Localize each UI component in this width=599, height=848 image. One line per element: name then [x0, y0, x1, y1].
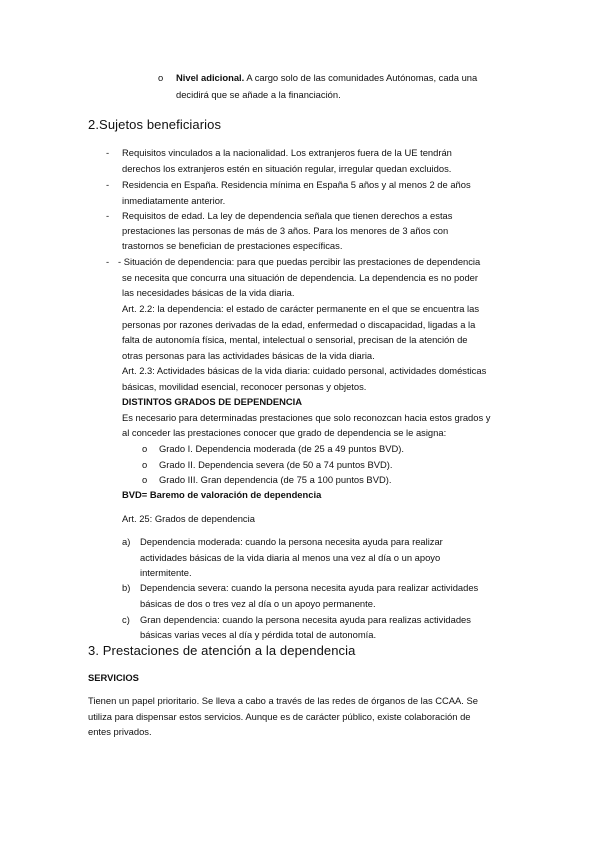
list-letter: b): [122, 582, 131, 593]
list-letter: c): [122, 614, 130, 625]
art-2-2-line-1: Art. 2.2: la dependencia: el estado de carácter permanente en el que se encuentra las: [122, 303, 480, 314]
list-bullet: o: [142, 474, 148, 485]
bvd-definition: BVD= Baremo de valoración de dependencia: [122, 489, 322, 500]
grados-heading: DISTINTOS GRADOS DE DEPENDENCIA: [122, 396, 303, 407]
grados-intro-line-2: al conceder las prestaciones conocer que grado de dependencia se le asigna:: [122, 427, 447, 438]
requisito-nacionalidad-line-2: derechos los extranjeros estén en situación regular, irregular quedan excluidos.: [122, 163, 452, 174]
requisito-edad-line-3: trastornos se benefician de prestaciones específicas.: [122, 240, 343, 251]
dash-marker: -: [106, 147, 110, 158]
list-bullet: o: [142, 459, 148, 470]
dependencia-severa-line-1: Dependencia severa: cuando la persona necesita ayuda para realizar actividades: [140, 582, 479, 593]
section-3-title: 3. Prestaciones de atención a la dependencia: [88, 643, 356, 658]
requisito-residencia-line-1: Residencia en España. Residencia mínima en España 5 años y al menos 2 de años: [122, 179, 471, 190]
nivel-adicional-line-1: [176, 70, 477, 85]
requisito-nacionalidad-line-1: Requisitos vinculados a la nacionalidad. Los extranjeros fuera de la UE tendrán: [122, 147, 452, 158]
nivel-adicional-line-2: decidirá que se añade a la financiación.: [176, 89, 341, 100]
grados-intro-line-1: Es necesario para determinadas prestaciones que solo reconozcan hacia estos grados y: [122, 412, 491, 423]
art-2-3-line-2: básicas, movilidad esencial, reconocer personas y objetos.: [122, 381, 367, 392]
grado-1: Grado I. Dependencia moderada (de 25 a 49 puntos BVD).: [159, 443, 404, 454]
dependencia-moderada-line-3: intermitente.: [140, 567, 192, 578]
dash-marker: -: [106, 179, 110, 190]
dependencia-severa-line-2: básicas de dos o tres vez al día o un apoyo permanente.: [140, 598, 376, 609]
art-25: Art. 25: Grados de dependencia: [122, 513, 255, 524]
situacion-dependencia-line-2: se necesita que concurra una situación de dependencia. La dependencia es no poder: [122, 272, 478, 283]
requisito-edad-line-1: Requisitos de edad. La ley de dependencia señala que tienen derechos a estas: [122, 210, 453, 221]
requisito-edad-line-2: prestaciones las personas de más de 3 años. Para los menores de 3 años con: [122, 225, 449, 236]
requisito-residencia-line-2: inmediatamente anterior.: [122, 195, 226, 206]
art-2-2-line-2: personas por razones derivadas de la edad, enfermedad o discapacidad, ligadas a la: [122, 319, 476, 330]
servicios-heading: SERVICIOS: [88, 672, 139, 683]
grado-2: Grado II. Dependencia severa (de 50 a 74 puntos BVD).: [159, 459, 393, 470]
situacion-dependencia-line-1: - Situación de dependencia: para que puedas percibir las prestaciones de dependencia: [118, 256, 481, 267]
grado-3: Grado III. Gran dependencia (de 75 a 100 puntos BVD).: [159, 474, 392, 485]
list-bullet: o: [142, 443, 148, 454]
dependencia-moderada-line-2: actividades básicas de la vida diaria al menos una vez al día o un apoyo: [140, 552, 441, 563]
art-2-3-line-1: Art. 2.3: Actividades básicas de la vida diaria: cuidado personal, actividades domésticas: [122, 365, 487, 376]
servicios-paragraph-line-2: utiliza para dispensar estos servicios. Aunque es de carácter público, existe colaboración de: [88, 711, 471, 722]
dash-marker: -: [106, 210, 110, 221]
list-bullet: o: [158, 72, 164, 83]
gran-dependencia-line-2: básicas varias veces al día y pérdida total de autonomía.: [140, 629, 377, 640]
nivel-adicional-label: Nivel adicional.: [176, 72, 245, 83]
dash-marker: -: [106, 256, 110, 267]
art-2-2-line-4: otras personas para las actividades básicas de la vida diaria.: [122, 350, 375, 361]
situacion-dependencia-line-3: las necesidades básicas de la vida diaria.: [122, 287, 295, 298]
section-2-title: 2.Sujetos beneficiarios: [88, 117, 222, 132]
dependencia-moderada-line-1: Dependencia moderada: cuando la persona necesita ayuda para realizar: [140, 536, 443, 547]
nivel-adicional-text: A cargo solo de las comunidades Autónomas, cada una: [244, 72, 478, 83]
gran-dependencia-line-1: Gran dependencia: cuando la persona necesita ayuda para realizas actividades: [140, 614, 471, 625]
servicios-paragraph-line-3: entes privados.: [88, 726, 152, 737]
servicios-paragraph-line-1: Tienen un papel prioritario. Se lleva a cabo a través de las redes de órganos de las CCAA. Se: [88, 695, 478, 706]
art-2-2-line-3: falta de autonomía física, mental, intelectual o sensorial, precisan de la atención de: [122, 334, 468, 345]
list-letter: a): [122, 536, 131, 547]
